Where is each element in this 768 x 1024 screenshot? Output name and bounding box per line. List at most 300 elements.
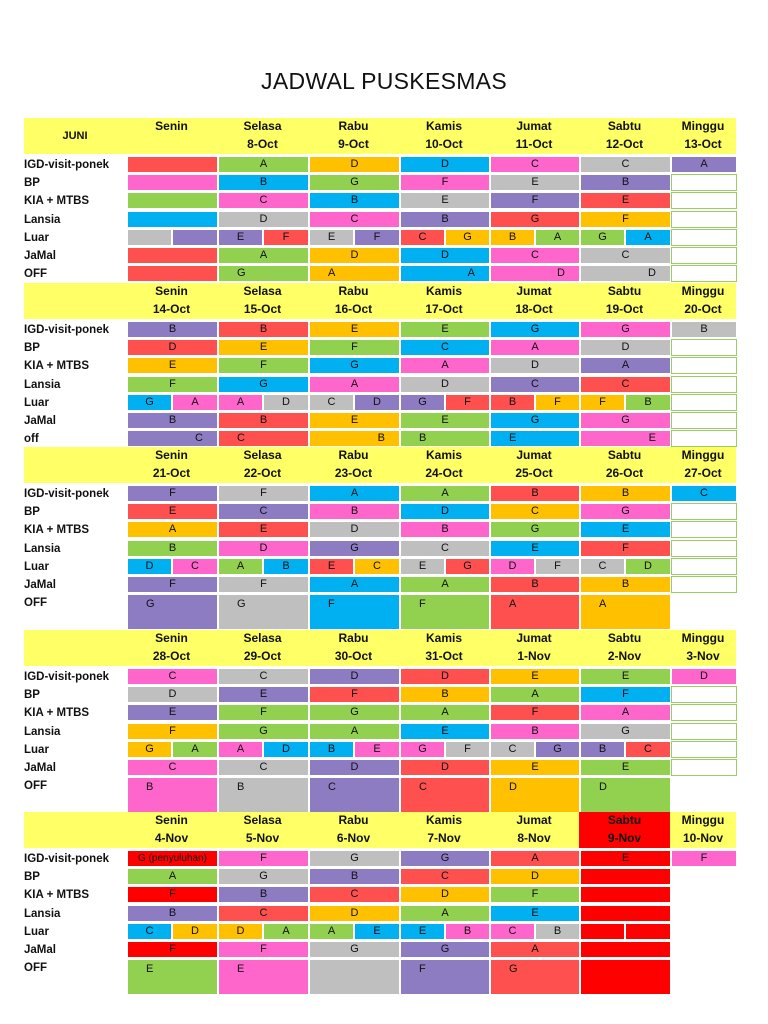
schedule-cell [127, 357, 218, 374]
schedule-cell [580, 868, 671, 885]
day-name: Jumat [516, 448, 552, 462]
day-date: 12-Oct [605, 137, 644, 151]
schedule-cell [218, 265, 309, 282]
schedule-cell [490, 394, 535, 411]
schedule-cell [490, 704, 580, 721]
schedule-cell [127, 174, 218, 191]
schedule-cell [400, 247, 490, 264]
cell-code: B [621, 176, 630, 189]
cell-code: A [236, 742, 245, 755]
row-label: Lansia [24, 725, 61, 738]
schedule-cell [309, 412, 400, 429]
row-label: BP [24, 177, 40, 190]
day-name: Senin [155, 631, 188, 645]
schedule-cell [263, 558, 309, 575]
schedule-cell [671, 321, 737, 338]
cell-code: A [236, 559, 245, 572]
row-label: JaMal [24, 250, 56, 262]
cell-code: C [621, 249, 630, 261]
cell-code: E [648, 432, 656, 445]
cell-code: B [700, 323, 708, 335]
schedule-cell [400, 941, 490, 958]
cell-code: F [169, 943, 176, 955]
cell-code: C [508, 924, 517, 937]
schedule-cell [309, 576, 400, 593]
empty-cell [671, 412, 737, 429]
cell-code: F [554, 559, 561, 572]
cell-code: D [621, 341, 630, 354]
cell-code: F [531, 888, 539, 901]
schedule-cell [400, 759, 490, 776]
cell-code: B [168, 541, 177, 554]
cell-code: C [531, 249, 539, 261]
day-date: 28-Oct [152, 649, 191, 663]
schedule-cell [218, 723, 309, 740]
cell-code: C [259, 761, 268, 773]
day-date: 9-Oct [338, 137, 369, 151]
schedule-cell [127, 192, 218, 209]
cell-code: G [237, 267, 246, 280]
schedule-cell [218, 521, 309, 538]
empty-cell [671, 686, 737, 703]
cell-code: A [350, 578, 359, 590]
cell-code: C [350, 212, 359, 225]
empty-cell [671, 741, 737, 758]
empty-cell [671, 229, 737, 246]
cell-code: E [327, 230, 336, 243]
schedule-cell [445, 229, 490, 246]
schedule-cell [490, 540, 580, 557]
cell-code: D [373, 395, 381, 408]
day-name: Selasa [243, 119, 282, 133]
day-name: Senin [155, 284, 188, 298]
cell-code: G [418, 395, 427, 408]
cell-code: C [419, 781, 427, 794]
day-date: 18-Oct [515, 302, 553, 316]
schedule-cell [490, 723, 580, 740]
schedule-cell [218, 941, 309, 958]
cell-code: G [463, 559, 472, 572]
cell-code: E [373, 742, 381, 755]
cell-code: F [260, 852, 267, 864]
day-name: Sabtu [607, 631, 642, 645]
cell-code: D [350, 906, 359, 919]
cell-code: D [441, 505, 449, 518]
day-date: 8-Nov [517, 831, 551, 845]
cell-code: E [259, 341, 268, 354]
cell-code: B [441, 523, 449, 536]
schedule-cell [400, 174, 490, 191]
schedule-cell [580, 247, 671, 264]
empty-cell [671, 759, 737, 776]
schedule-cell [535, 923, 580, 940]
cell-code: F [373, 230, 381, 243]
day-name: Kamis [425, 119, 463, 133]
cell-code: F [169, 487, 176, 499]
schedule-cell [490, 503, 580, 520]
schedule-cell [309, 850, 400, 867]
schedule-cell [309, 704, 400, 721]
schedule-cell [127, 485, 218, 502]
schedule-cell [354, 394, 400, 411]
empty-cell [671, 357, 737, 374]
empty-cell [671, 540, 737, 557]
schedule-cell [580, 265, 671, 282]
row-label: OFF [24, 780, 47, 793]
cell-code: E [236, 230, 245, 243]
schedule-cell [127, 741, 172, 758]
cell-code: C [259, 906, 268, 919]
day-name: Minggu [681, 284, 725, 298]
cell-code: B [644, 395, 652, 408]
schedule-cell [354, 923, 400, 940]
cell-code: C [373, 559, 381, 572]
day-date: 21-Oct [152, 466, 191, 480]
schedule-cell [309, 376, 400, 393]
schedule-cell [625, 741, 671, 758]
schedule-cell [490, 594, 580, 630]
schedule-cell [490, 668, 580, 685]
cell-code: E [168, 505, 177, 518]
week-header [24, 447, 736, 483]
schedule-cell [490, 923, 535, 940]
schedule-cell [309, 321, 400, 338]
day-header [670, 118, 736, 154]
day-date: 29-Oct [243, 649, 282, 663]
schedule-cell [671, 668, 737, 685]
cell-code: A [327, 924, 336, 937]
cell-code: B [259, 176, 268, 189]
schedule-cell [354, 741, 400, 758]
cell-code: C [195, 432, 203, 445]
cell-code: G [621, 724, 630, 737]
day-name: Kamis [425, 631, 463, 645]
day-date: 15-Oct [243, 302, 282, 316]
schedule-cell [127, 229, 172, 246]
schedule-cell [218, 850, 309, 867]
cell-code: C [259, 505, 268, 518]
schedule-cell [490, 339, 580, 356]
day-name: Minggu [681, 813, 725, 827]
day-header [670, 283, 736, 319]
cell-code: G (penyuluhan) [138, 853, 207, 864]
schedule-cell [671, 485, 737, 502]
schedule-cell [400, 321, 490, 338]
schedule-cell [218, 558, 263, 575]
schedule-cell [400, 594, 490, 630]
cell-code: B [259, 414, 268, 426]
schedule-cell [490, 430, 580, 447]
cell-code: D [282, 742, 290, 755]
week-header [24, 630, 736, 666]
day-name: Rabu [338, 448, 369, 462]
cell-code: B [377, 432, 385, 445]
schedule-cell [580, 723, 671, 740]
empty-cell [671, 394, 737, 411]
schedule-cell [218, 321, 309, 338]
day-header [126, 447, 217, 483]
day-header [308, 630, 399, 666]
schedule-cell [127, 156, 218, 173]
cell-code: D [648, 267, 656, 280]
schedule-cell [580, 430, 671, 447]
cell-code: F [622, 688, 629, 701]
day-name: Kamis [425, 813, 463, 827]
cell-code: D [700, 670, 708, 682]
schedule-cell [580, 941, 671, 958]
day-date: 6-Nov [336, 831, 371, 845]
cell-code: F [260, 578, 267, 590]
schedule-cell [127, 777, 218, 813]
schedule-cell [309, 886, 400, 903]
row-label: IGD-visit-ponek [24, 324, 109, 336]
day-header [670, 812, 736, 848]
cell-code: G [553, 742, 562, 755]
cell-code: D [508, 559, 517, 572]
cell-code: F [328, 598, 335, 611]
day-name: Selasa [243, 813, 282, 827]
cell-code: B [553, 924, 562, 937]
cell-code: E [531, 176, 539, 189]
schedule-cell [400, 265, 490, 282]
schedule-cell [218, 594, 309, 630]
cell-code: F [282, 230, 290, 243]
day-header [308, 118, 399, 154]
schedule-cell [172, 394, 218, 411]
cell-code: G [440, 943, 450, 955]
cell-code: E [418, 559, 427, 572]
schedule-cell [263, 923, 309, 940]
cell-code: F [169, 578, 176, 590]
schedule-cell [263, 741, 309, 758]
schedule-cell [127, 430, 218, 447]
day-header [489, 118, 579, 154]
schedule-cell [218, 485, 309, 502]
empty-cell [671, 376, 737, 393]
cell-code: C [259, 194, 268, 207]
cell-code: C [531, 505, 539, 518]
day-name: Kamis [425, 284, 463, 298]
cell-code: F [700, 852, 708, 864]
day-header [489, 630, 579, 666]
cell-code: C [350, 888, 359, 901]
row-label: IGD-visit-ponek [24, 853, 109, 865]
cell-code: D [531, 359, 539, 372]
cell-code: G [259, 377, 268, 390]
schedule-cell [218, 741, 263, 758]
cell-code: F [419, 963, 426, 976]
schedule-cell [354, 558, 400, 575]
day-header [489, 283, 579, 319]
day-header [489, 812, 579, 848]
day-header [579, 812, 670, 848]
cell-code: C [191, 559, 199, 572]
day-header [126, 630, 217, 666]
schedule-cell [172, 741, 218, 758]
schedule-cell [309, 777, 400, 813]
cell-code: B [168, 414, 177, 426]
schedule-cell [309, 156, 400, 173]
cell-code: C [441, 541, 449, 554]
cell-code: A [509, 598, 517, 611]
schedule-cell [127, 905, 218, 922]
cell-code: E [441, 414, 449, 426]
schedule-cell [580, 339, 671, 356]
cell-code: A [621, 359, 630, 372]
cell-code: A [531, 688, 539, 701]
cell-code: A [259, 158, 268, 170]
day-header [670, 630, 736, 666]
day-name: Senin [155, 119, 188, 133]
schedule-cell [309, 941, 400, 958]
cell-code: D [441, 888, 449, 901]
schedule-cell [218, 192, 309, 209]
cell-code: D [350, 249, 359, 261]
cell-code: F [351, 688, 358, 701]
schedule-cell [400, 923, 445, 940]
day-name: Sabtu [607, 448, 642, 462]
cell-code: D [599, 781, 607, 794]
schedule-cell [309, 723, 400, 740]
cell-code: E [237, 963, 245, 976]
schedule-cell [400, 485, 490, 502]
schedule-cell [218, 339, 309, 356]
cell-code: A [441, 359, 449, 372]
cell-code: A [531, 341, 539, 354]
schedule-cell [580, 576, 671, 593]
row-label: OFF [24, 597, 47, 610]
schedule-cell [218, 430, 309, 447]
cell-code: A [441, 706, 449, 719]
schedule-cell [127, 959, 218, 995]
schedule-cell [309, 485, 400, 502]
schedule-cell [580, 156, 671, 173]
day-date: 5-Nov [245, 831, 280, 845]
schedule-cell [127, 540, 218, 557]
cell-code: G [259, 870, 268, 883]
cell-code: E [621, 523, 630, 536]
cell-code: A [350, 487, 359, 499]
cell-code: B [463, 924, 472, 937]
cell-code: G [350, 943, 359, 955]
cell-code: A [531, 852, 539, 864]
day-name: Selasa [243, 631, 282, 645]
schedule-cell [127, 558, 172, 575]
day-header [399, 630, 489, 666]
schedule-cell [400, 376, 490, 393]
cell-code: C [644, 742, 652, 755]
schedule-cell [309, 594, 400, 630]
row-label: KIA + MTBS [24, 195, 90, 208]
day-header [579, 283, 670, 319]
row-label: OFF [24, 268, 47, 281]
schedule-cell [400, 211, 490, 228]
day-name: Jumat [516, 631, 552, 645]
cell-code: F [464, 742, 471, 755]
schedule-cell [127, 321, 218, 338]
schedule-cell [172, 923, 218, 940]
schedule-cell [218, 686, 309, 703]
schedule-cell [218, 905, 309, 922]
row-label: BP [24, 689, 40, 702]
row-label: off [24, 433, 39, 446]
schedule-cell [400, 704, 490, 721]
cell-code: F [169, 724, 176, 737]
schedule-cell [580, 376, 671, 393]
schedule-cell [309, 686, 400, 703]
schedule-cell [218, 229, 263, 246]
day-name: Senin [155, 448, 188, 462]
schedule-cell [400, 156, 490, 173]
cell-code: D [350, 670, 359, 682]
schedule-week [24, 447, 736, 647]
cell-code: F [260, 359, 267, 372]
cell-code: A [700, 158, 708, 170]
schedule-cell [309, 923, 354, 940]
schedule-cell [490, 247, 580, 264]
schedule-cell [400, 886, 490, 903]
row-label: KIA + MTBS [24, 524, 90, 537]
day-date: 4-Nov [154, 831, 189, 845]
cell-code: C [168, 670, 177, 682]
schedule-cell [490, 941, 580, 958]
week-header [24, 283, 736, 319]
schedule-cell [490, 959, 580, 995]
cell-code: A [191, 742, 199, 755]
cell-code: F [351, 341, 358, 354]
empty-cell [671, 174, 737, 191]
schedule-cell [127, 868, 218, 885]
day-name: Sabtu [607, 119, 642, 133]
schedule-cell [127, 211, 218, 228]
day-date: 11-Oct [515, 137, 553, 151]
row-label: Luar [24, 396, 49, 409]
schedule-cell [580, 905, 671, 922]
schedule-cell [535, 741, 580, 758]
day-date: 8-Oct [247, 137, 278, 151]
schedule-cell [400, 668, 490, 685]
row-label: KIA + MTBS [24, 889, 90, 902]
cell-code: A [441, 487, 449, 499]
day-header [308, 447, 399, 483]
cell-code: E [350, 414, 359, 426]
schedule-cell [309, 174, 400, 191]
schedule-week [24, 630, 736, 830]
schedule-cell [400, 357, 490, 374]
cell-code: C [145, 924, 154, 937]
schedule-cell [490, 868, 580, 885]
schedule-cell [490, 558, 535, 575]
cell-code: G [350, 852, 359, 864]
day-date: 14-Oct [152, 302, 191, 316]
schedule-cell [218, 412, 309, 429]
cell-code: C [441, 341, 449, 354]
cell-code: B [327, 742, 336, 755]
cell-code: D [145, 559, 154, 572]
cell-code: F [169, 888, 176, 901]
schedule-cell [400, 576, 490, 593]
schedule-cell [127, 503, 218, 520]
cell-code: E [621, 670, 630, 682]
day-header [399, 283, 489, 319]
schedule-cell [625, 558, 671, 575]
schedule-cell [309, 394, 354, 411]
day-name: Jumat [516, 119, 552, 133]
schedule-cell [400, 741, 445, 758]
schedule-cell [400, 777, 490, 813]
schedule-cell [309, 540, 400, 557]
cell-code: D [191, 924, 199, 937]
